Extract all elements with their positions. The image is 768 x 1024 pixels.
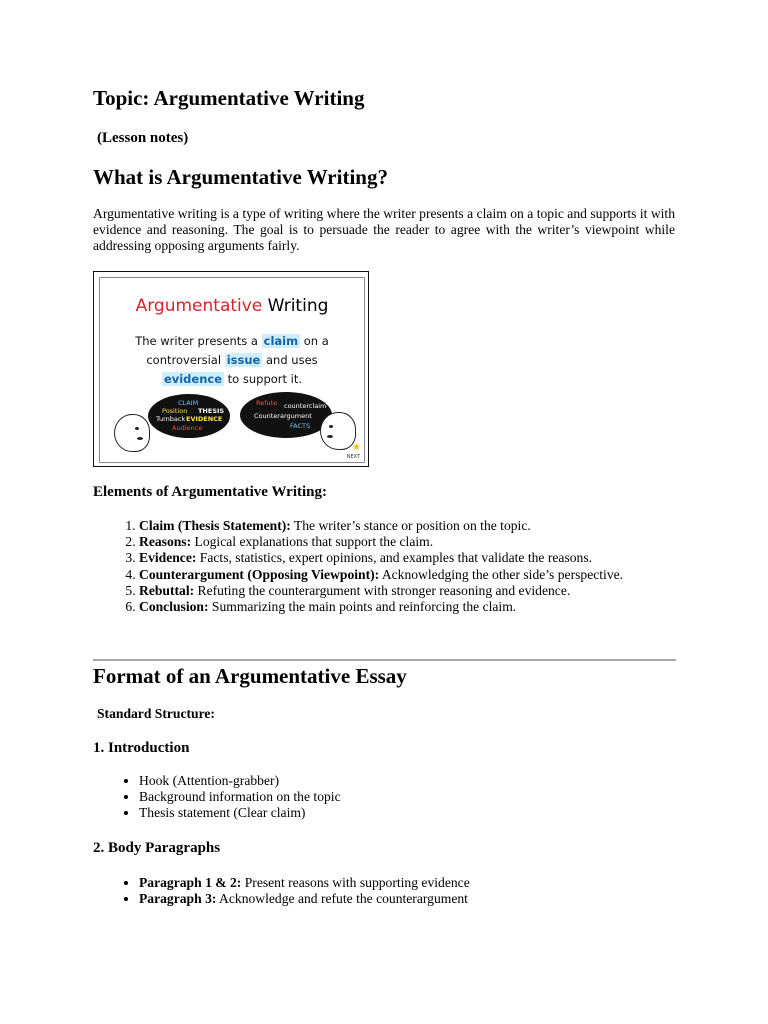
illustration-title: [100, 296, 364, 316]
left-face-illustration: [114, 414, 150, 452]
list-item: [139, 583, 675, 599]
list-item: [139, 534, 675, 550]
list-item: [139, 567, 675, 583]
list-item: [139, 599, 675, 615]
bubble-word-facts: FACTS: [290, 422, 311, 430]
illustration-text: [100, 332, 364, 389]
element-text: Logical explanations that support the claim.: [191, 534, 434, 550]
list-item: [139, 550, 675, 566]
body-item-label: Paragraph 3:: [139, 891, 217, 907]
ill-line2-highlight: issue: [226, 353, 261, 367]
bubble-word-turnback: Turnback: [156, 415, 186, 423]
bubble-word-claim: CLAIM: [178, 399, 199, 407]
bubble-word-position: Position: [162, 407, 188, 415]
element-label: Evidence:: [139, 550, 197, 566]
ill-line1-a: The writer presents a: [135, 334, 258, 348]
ill-line3-b: to support it.: [227, 372, 303, 386]
element-text: The writer’s stance or position on the topic.: [290, 518, 531, 533]
illustration-title-black: Writing: [267, 296, 329, 316]
list-item: [139, 891, 675, 907]
elements-list: [93, 518, 675, 615]
element-label: Reasons:: [139, 534, 192, 550]
element-label: Counterargument (Opposing Viewpoint):: [139, 566, 380, 582]
right-face-illustration: [320, 412, 356, 450]
lesson-notes-label: (Lesson notes): [97, 130, 189, 146]
list-item: [139, 518, 675, 534]
bubble-word-counterargument: Counterargument: [254, 412, 312, 420]
list-item: • Hook (Attention-grabber): [139, 773, 675, 789]
format-heading: Format of an Argumentative Essay: [93, 664, 407, 688]
body-paragraphs-list: [93, 875, 675, 907]
topic-heading: Topic: Argumentative Writing: [93, 86, 365, 110]
bubble-word-refute: Refute: [256, 399, 278, 407]
element-text: Facts, statistics, expert opinions, and examples that validate the reasons.: [196, 550, 593, 566]
bubble-word-thesis: THESIS: [198, 407, 225, 415]
list-item: • Thesis statement (Clear claim): [139, 805, 675, 821]
horizontal-divider: [93, 659, 676, 661]
right-speech-bubble: [240, 392, 332, 438]
elements-heading: Elements of Argumentative Writing:: [93, 484, 328, 500]
ill-line1-highlight: claim: [263, 334, 299, 348]
body-paragraphs-heading: 2. Body Paragraphs: [93, 840, 221, 856]
list-item: [139, 875, 675, 891]
bubble-word-audience: Audience: [172, 424, 203, 432]
body-item-text: Present reasons with supporting evidence: [241, 875, 470, 890]
bubble-word-evidence: EVIDENCE: [186, 415, 223, 423]
ill-line1-b: on a: [303, 334, 329, 348]
next-label: NEXT: [346, 454, 360, 460]
element-text: Summarizing the main points and reinforcing the claim.: [208, 599, 517, 615]
illustration-slide: [99, 277, 365, 463]
introduction-heading: 1. Introduction: [93, 740, 190, 756]
argumentative-writing-illustration: [93, 271, 369, 467]
bubble-word-counterclaim: counterclaim: [284, 402, 327, 410]
list-item: • Background information on the topic: [139, 789, 675, 805]
star-icon: ★: [352, 442, 361, 453]
illustration-title-red: Argumentative: [135, 296, 263, 316]
intro-paragraph: Argumentative writing is a type of writing where the writer presents a claim on a topic and supports it with evidence and reasoning. The goal is to persuade the reader to agree with the writer’s viewpoint while addressing opposing arguments fairly.: [93, 206, 675, 253]
introduction-list: [93, 773, 675, 822]
element-text: Refuting the counterargument with stronger reasoning and evidence.: [194, 582, 571, 598]
ill-line2-a: controversial: [146, 353, 222, 367]
standard-structure-label: Standard Structure:: [97, 706, 215, 721]
ill-line2-b: and uses: [266, 353, 318, 367]
ill-line3-highlight: evidence: [163, 372, 223, 386]
element-label: Rebuttal:: [139, 582, 195, 598]
element-label: Conclusion:: [139, 599, 209, 615]
what-is-heading: What is Argumentative Writing?: [93, 165, 388, 189]
body-item-label: Paragraph 1 & 2:: [139, 875, 242, 890]
left-speech-bubble: [148, 394, 230, 438]
body-item-text: Acknowledge and refute the counterargument: [216, 891, 468, 907]
element-label: Claim (Thesis Statement):: [139, 518, 291, 533]
element-text: Acknowledging the other side’s perspective.: [379, 566, 624, 582]
